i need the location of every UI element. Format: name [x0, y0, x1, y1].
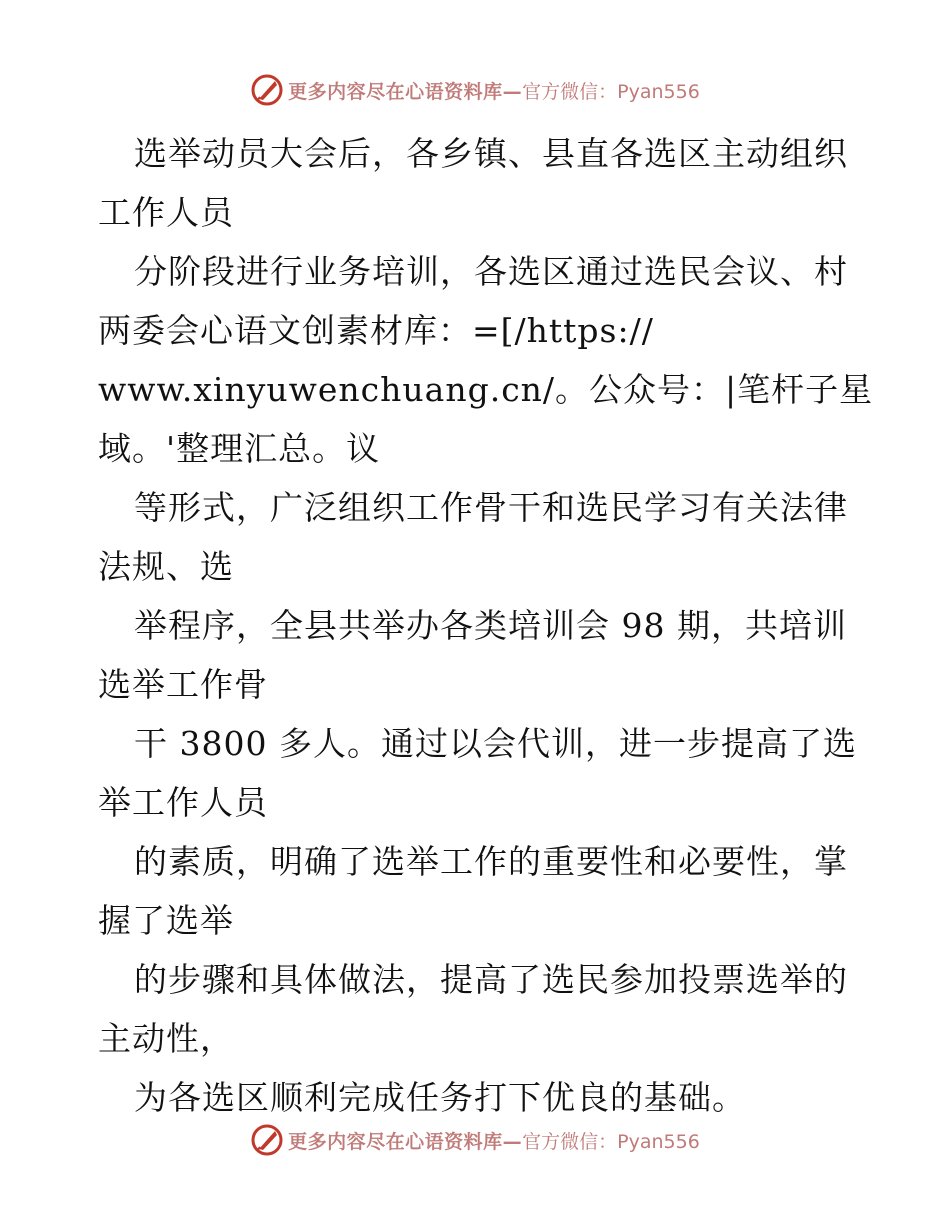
- feather-pen-logo-icon: [250, 1123, 284, 1157]
- body-line: 为各选区顺利完成任务打下优良的基础。: [134, 1078, 746, 1117]
- feather-pen-logo-icon: [250, 73, 284, 107]
- body-line: 的步骤和具体做法，提高了选民参加投票选举的: [134, 960, 848, 999]
- body-line: 选举工作骨: [98, 665, 268, 704]
- document-body: [98, 124, 874, 1127]
- body-line: 分阶段进行业务培训，各选区通过选民会议、村: [134, 252, 848, 291]
- header-banner: [0, 70, 950, 110]
- body-line: 主动性，: [98, 1019, 234, 1058]
- body-line: 法规、选: [98, 547, 234, 586]
- header-banner-contact: 官方微信：Pyan556: [522, 80, 700, 103]
- footer-banner-contact: 官方微信：Pyan556: [522, 1130, 700, 1153]
- body-line: 干 3800 多人。通过以会代训，进一步提高了选: [134, 724, 857, 763]
- body-line: www.xinyuwenchuang.cn/。公众号：|笔杆子星: [98, 370, 874, 409]
- body-line: 等形式，广泛组织工作骨干和选民学习有关法律: [134, 488, 848, 527]
- body-line: 域。'整理汇总。议: [98, 429, 381, 468]
- body-line: 两委会心语文创素材库：=[/https://: [98, 311, 654, 350]
- body-line: 举程序，全县共举办各类培训会 98 期，共培训: [134, 606, 847, 645]
- body-line: 工作人员: [98, 193, 234, 232]
- body-line: 举工作人员: [98, 783, 268, 822]
- body-line: 选举动员大会后，各乡镇、县直各选区主动组织: [134, 134, 848, 173]
- body-line: 的素质，明确了选举工作的重要性和必要性，掌: [134, 842, 848, 881]
- header-banner-text: 更多内容尽在心语资料库—: [288, 80, 523, 103]
- footer-banner: [0, 1120, 950, 1160]
- body-line: 握了选举: [98, 901, 234, 940]
- footer-banner-text: 更多内容尽在心语资料库—: [288, 1130, 523, 1153]
